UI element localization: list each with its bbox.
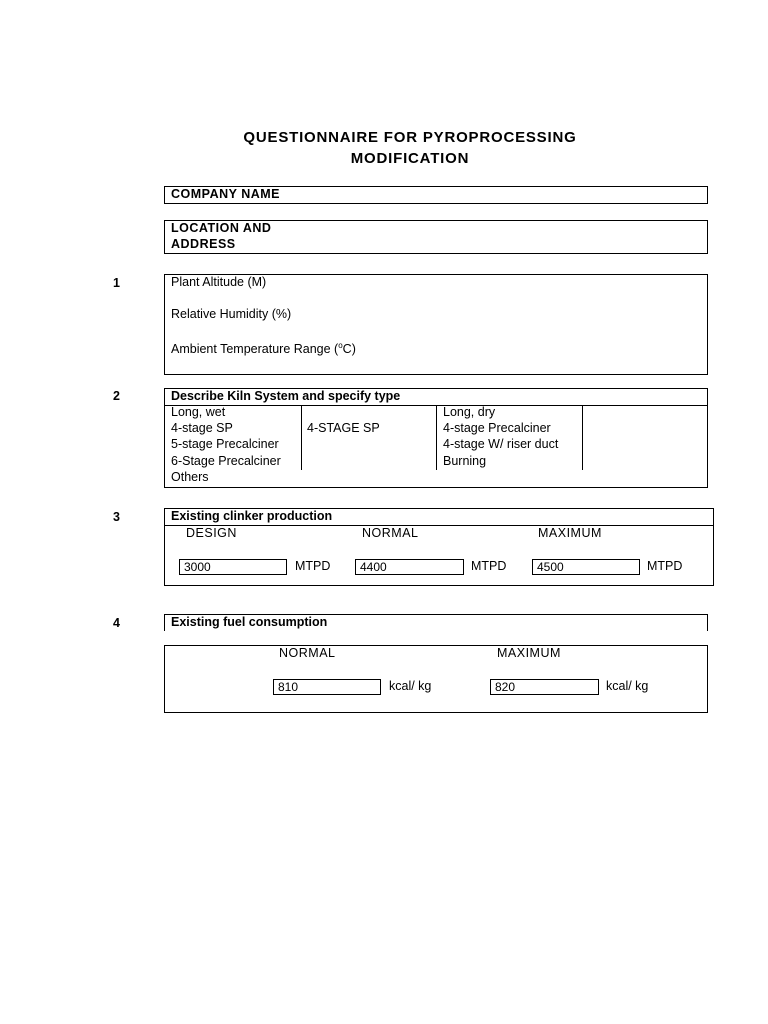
section-4-heading-left xyxy=(164,614,165,631)
section-4-heading-right xyxy=(707,614,708,631)
kiln-type-long-dry: Long, dry xyxy=(443,405,496,419)
ambient-temperature-label: Ambient Temperature Range ($^o$C) xyxy=(171,341,356,357)
section-3-number: 3 xyxy=(113,510,120,524)
relative-humidity-label: Relative Humidity (%) xyxy=(171,307,292,321)
section-3-heading-divider xyxy=(164,525,714,526)
kiln-type-others: Others xyxy=(171,470,209,484)
section-4-number: 4 xyxy=(113,616,120,630)
section-4-heading: Existing fuel consumption xyxy=(171,615,328,629)
section-2-number: 2 xyxy=(113,389,120,403)
page-title-line2: MODIFICATION xyxy=(350,150,470,167)
company-name-label: COMPANY NAME xyxy=(171,187,281,201)
section-1-number: 1 xyxy=(113,276,120,290)
kiln-type-6-stage-precalciner: 6-Stage Precalciner xyxy=(171,454,281,468)
fuel-normal-field[interactable]: 810 xyxy=(273,679,381,695)
kiln-type-burning: Burning xyxy=(443,454,487,468)
fuel-maximum-unit: kcal/ kg xyxy=(606,679,649,693)
production-normal-label: NORMAL xyxy=(362,526,419,540)
section-1-box[interactable] xyxy=(164,274,708,375)
kiln-type-5-stage-precalciner: 5-stage Precalciner xyxy=(171,437,279,451)
fuel-maximum-label: MAXIMUM xyxy=(497,646,561,660)
production-maximum-label: MAXIMUM xyxy=(538,526,602,540)
section-2-col-divider-1 xyxy=(301,405,302,470)
section-3-heading: Existing clinker production xyxy=(171,509,333,523)
kiln-type-selected-value[interactable]: 4-STAGE SP xyxy=(307,421,380,435)
page-title-line1: QUESTIONNAIRE FOR PYROPROCESSING xyxy=(243,129,577,146)
fuel-normal-label: NORMAL xyxy=(279,646,336,660)
kiln-type-4-stage-precalciner: 4-stage Precalciner xyxy=(443,421,551,435)
fuel-normal-unit: kcal/ kg xyxy=(389,679,432,693)
design-unit: MTPD xyxy=(295,559,331,573)
maximum-production-field[interactable]: 4500 xyxy=(532,559,640,575)
normal-production-field[interactable]: 4400 xyxy=(355,559,464,575)
plant-altitude-label: Plant Altitude (M) xyxy=(171,275,267,289)
design-label: DESIGN xyxy=(186,526,237,540)
kiln-type-long-wet: Long, wet xyxy=(171,405,226,419)
location-label-line2: ADDRESS xyxy=(171,237,236,251)
kiln-type-4-stage-sp: 4-stage SP xyxy=(171,421,233,435)
fuel-maximum-field[interactable]: 820 xyxy=(490,679,599,695)
design-production-field[interactable]: 3000 xyxy=(179,559,287,575)
normal-unit: MTPD xyxy=(471,559,507,573)
section-2-heading: Describe Kiln System and specify type xyxy=(171,389,401,403)
location-label-line1: LOCATION AND xyxy=(171,221,272,235)
kiln-type-4-stage-riser-duct: 4-stage W/ riser duct xyxy=(443,437,559,451)
section-2-col-divider-2 xyxy=(436,405,437,470)
section-2-col-divider-3 xyxy=(582,405,583,470)
maximum-unit: MTPD xyxy=(647,559,683,573)
